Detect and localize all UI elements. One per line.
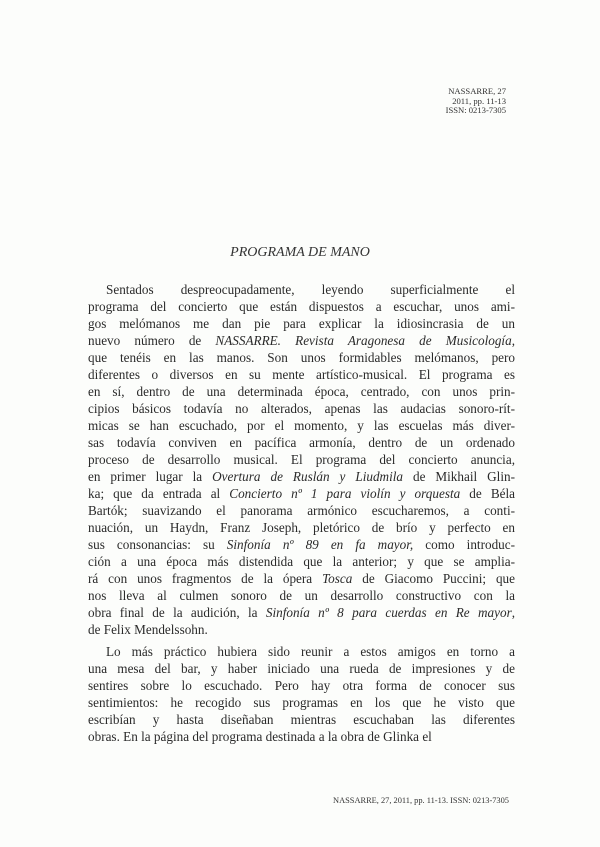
text-segment: nuación, un Haydn, Franz Joseph, pletórico de brío y perfecto en bbox=[88, 520, 515, 535]
text-segment: ción a una época más distendida que la anterior; y que se amplia- bbox=[88, 554, 515, 569]
text-line bbox=[88, 694, 515, 711]
text-segment: sus consonancias: su bbox=[88, 537, 227, 552]
text-line bbox=[88, 587, 515, 604]
text-segment: escribían y hasta diseñaban mientras escuchaban las diferentes bbox=[88, 712, 515, 727]
text-segment: , bbox=[511, 605, 515, 620]
text-segment: obra final de la audición, la bbox=[88, 605, 266, 620]
text-segment: Bartók; suavizando el panorama armónico escucharemos, a conti- bbox=[88, 503, 515, 518]
text-segment: como introduc- bbox=[413, 537, 516, 552]
text-segment: , bbox=[511, 333, 515, 348]
text-segment: nos lleva al culmen sonoro de un desarrollo constructivo con la bbox=[88, 588, 515, 603]
text-line bbox=[88, 502, 515, 519]
text-line bbox=[88, 332, 515, 349]
text-line bbox=[88, 383, 515, 400]
text-segment: obras. En la página del programa destinada a la obra de Glinka el bbox=[88, 729, 432, 744]
italic-title-text: NASSARRE. Revista Aragonesa de Musicología bbox=[215, 333, 512, 348]
text-line bbox=[88, 570, 515, 587]
text-line bbox=[88, 519, 515, 536]
text-segment: de Béla bbox=[460, 486, 515, 501]
journal-header bbox=[446, 87, 506, 116]
text-segment: de Mikhail Glin- bbox=[403, 469, 515, 484]
text-segment: diferentes o diversos en su mente artístico-musical. El programa es bbox=[88, 367, 515, 382]
text-line bbox=[88, 728, 515, 745]
italic-title-text: Concierto nº 1 para violín y orquesta bbox=[229, 486, 461, 501]
italic-title-text: Overtura de Ruslán y Liudmila bbox=[212, 469, 403, 484]
text-segment: que tenéis en las manos. Son unos formidables melómanos, pero bbox=[88, 350, 515, 365]
text-segment: una mesa del bar, y haber iniciado una rueda de impresiones y de bbox=[88, 661, 515, 676]
text-line bbox=[88, 315, 515, 332]
text-segment: rá con unos fragmentos de la ópera bbox=[88, 571, 323, 586]
text-segment: Lo más práctico hubiera sido reunir a estos amigos en torno a bbox=[106, 644, 515, 659]
text-line bbox=[88, 604, 515, 621]
text-line bbox=[88, 553, 515, 570]
text-line bbox=[88, 536, 515, 553]
text-line bbox=[88, 400, 515, 417]
text-segment: ka; que da entrada al bbox=[88, 486, 230, 501]
text-segment: sentimientos: he recogido sus programas en los que he visto que bbox=[88, 695, 515, 710]
text-line bbox=[88, 417, 515, 434]
italic-title-text: Tosca bbox=[322, 571, 353, 586]
paragraph-1 bbox=[88, 281, 515, 638]
text-segment: proceso de desarrollo musical. El programa del concierto anuncia, bbox=[88, 452, 515, 467]
text-line bbox=[88, 485, 515, 502]
text-segment: en sí, dentro de una determinada época, centrado, con unos prin- bbox=[88, 384, 515, 399]
text-segment: programa del concierto que están dispuestos a escuchar, unos ami- bbox=[88, 299, 515, 314]
text-segment: micas se han escuchado, por el momento, y las escuelas más diver- bbox=[88, 418, 515, 433]
text-line bbox=[88, 434, 515, 451]
text-line bbox=[88, 660, 515, 677]
italic-title-text: Sinfonía nº 89 en fa mayor, bbox=[226, 537, 414, 552]
text-line bbox=[88, 468, 515, 485]
text-line bbox=[88, 298, 515, 315]
paragraph-2 bbox=[88, 643, 515, 745]
text-line bbox=[88, 451, 515, 468]
text-line bbox=[88, 281, 515, 298]
text-segment: en primer lugar la bbox=[88, 469, 213, 484]
text-line bbox=[88, 643, 515, 660]
italic-title-text: Sinfonía nº 8 para cuerdas en Re mayor bbox=[265, 605, 512, 620]
text-line bbox=[88, 711, 515, 728]
text-segment: de Felix Mendelssohn. bbox=[88, 622, 208, 637]
text-segment: nuevo número de bbox=[88, 333, 216, 348]
text-segment: Sentados despreocupadamente, leyendo superficialmente el bbox=[106, 282, 515, 297]
journal-issn: ISSN: 0213-7305 bbox=[445, 105, 506, 116]
text-segment: gos melómanos me dan pie para explicar la idiosincrasia de un bbox=[88, 316, 515, 331]
text-line bbox=[88, 621, 515, 638]
text-line bbox=[88, 366, 515, 383]
page-footer: NASSARRE, 27, 2011, pp. 11-13. ISSN: 0213-7305 bbox=[333, 796, 509, 805]
text-segment: de Giacomo Puccini; que bbox=[352, 571, 515, 586]
text-segment: sentires sobre lo escuchado. Pero hay otra forma de conocer sus bbox=[88, 678, 515, 693]
article-title: PROGRAMA DE MANO bbox=[230, 245, 370, 260]
article-body bbox=[88, 281, 515, 745]
text-line bbox=[88, 677, 515, 694]
text-segment: cipios básicos todavía no alterados, apenas las audacias sonoro-rít- bbox=[88, 401, 515, 416]
text-segment: sas todavía conviven en pacífica armonía, dentro de un ordenado bbox=[88, 435, 515, 450]
journal-pages: 2011, pp. 11-13 bbox=[452, 95, 506, 106]
text-line bbox=[88, 349, 515, 366]
journal-name: NASSARRE, 27 bbox=[448, 86, 506, 96]
